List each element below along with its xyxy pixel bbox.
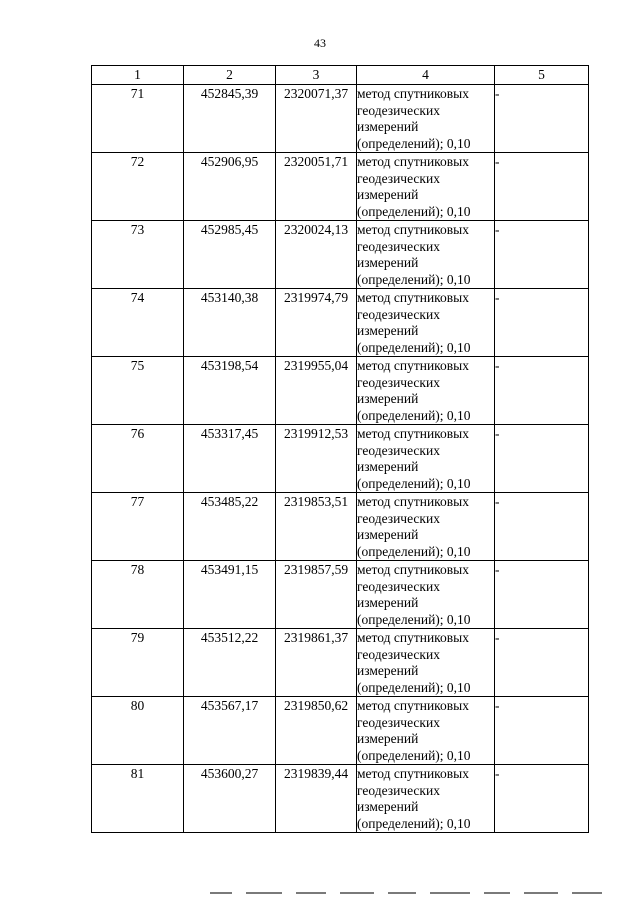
y-coordinate-cell: 2319974,79 — [276, 289, 357, 357]
column-header-3: 3 — [276, 66, 357, 85]
note-cell: - — [495, 357, 589, 425]
column-header-4: 4 — [357, 66, 495, 85]
note-cell: - — [495, 425, 589, 493]
table-row — [92, 765, 589, 833]
header-row — [92, 66, 589, 85]
x-coordinate-cell: 453491,15 — [184, 561, 276, 629]
note-cell: - — [495, 153, 589, 221]
point-number-cell: 75 — [92, 357, 184, 425]
note-cell: - — [495, 85, 589, 153]
y-coordinate-cell: 2320051,71 — [276, 153, 357, 221]
x-coordinate-cell: 452845,39 — [184, 85, 276, 153]
method-accuracy-cell: метод спутниковых геодезических измерений (определений); 0,10 — [357, 765, 495, 833]
point-number-cell: 76 — [92, 425, 184, 493]
y-coordinate-cell: 2319839,44 — [276, 765, 357, 833]
x-coordinate-cell: 452985,45 — [184, 221, 276, 289]
table-row — [92, 153, 589, 221]
note-cell: - — [495, 561, 589, 629]
table-row — [92, 493, 589, 561]
table-row — [92, 425, 589, 493]
table-row — [92, 289, 589, 357]
note-cell: - — [495, 493, 589, 561]
y-coordinate-cell: 2319861,37 — [276, 629, 357, 697]
table-row — [92, 221, 589, 289]
method-accuracy-cell: метод спутниковых геодезических измерений (определений); 0,10 — [357, 493, 495, 561]
point-number-cell: 80 — [92, 697, 184, 765]
page-number: 43 — [314, 36, 326, 50]
note-cell: - — [495, 697, 589, 765]
footer-scan-line — [210, 892, 630, 896]
table-row — [92, 561, 589, 629]
method-accuracy-cell: метод спутниковых геодезических измерений (определений); 0,10 — [357, 153, 495, 221]
x-coordinate-cell: 453485,22 — [184, 493, 276, 561]
table-row — [92, 629, 589, 697]
y-coordinate-cell: 2320024,13 — [276, 221, 357, 289]
point-number-cell: 81 — [92, 765, 184, 833]
point-number-cell: 72 — [92, 153, 184, 221]
table-row — [92, 357, 589, 425]
y-coordinate-cell: 2319912,53 — [276, 425, 357, 493]
note-cell: - — [495, 629, 589, 697]
method-accuracy-cell: метод спутниковых геодезических измерений (определений); 0,10 — [357, 561, 495, 629]
x-coordinate-cell: 453600,27 — [184, 765, 276, 833]
table-row — [92, 697, 589, 765]
point-number-cell: 77 — [92, 493, 184, 561]
method-accuracy-cell: метод спутниковых геодезических измерений (определений); 0,10 — [357, 629, 495, 697]
method-accuracy-cell: метод спутниковых геодезических измерений (определений); 0,10 — [357, 85, 495, 153]
method-accuracy-cell: метод спутниковых геодезических измерений (определений); 0,10 — [357, 289, 495, 357]
x-coordinate-cell: 453567,17 — [184, 697, 276, 765]
note-cell: - — [495, 765, 589, 833]
method-accuracy-cell: метод спутниковых геодезических измерений (определений); 0,10 — [357, 221, 495, 289]
coordinates-table — [91, 65, 589, 833]
method-accuracy-cell: метод спутниковых геодезических измерений (определений); 0,10 — [357, 425, 495, 493]
y-coordinate-cell: 2319857,59 — [276, 561, 357, 629]
x-coordinate-cell: 453512,22 — [184, 629, 276, 697]
table-row — [92, 85, 589, 153]
column-header-5: 5 — [495, 66, 589, 85]
x-coordinate-cell: 453317,45 — [184, 425, 276, 493]
column-header-2: 2 — [184, 66, 276, 85]
point-number-cell: 71 — [92, 85, 184, 153]
y-coordinate-cell: 2319853,51 — [276, 493, 357, 561]
method-accuracy-cell: метод спутниковых геодезических измерений (определений); 0,10 — [357, 357, 495, 425]
y-coordinate-cell: 2319850,62 — [276, 697, 357, 765]
point-number-cell: 73 — [92, 221, 184, 289]
x-coordinate-cell: 452906,95 — [184, 153, 276, 221]
note-cell: - — [495, 289, 589, 357]
table-header — [92, 66, 589, 85]
point-number-cell: 79 — [92, 629, 184, 697]
table-body — [92, 85, 589, 833]
point-number-cell: 78 — [92, 561, 184, 629]
note-cell: - — [495, 221, 589, 289]
x-coordinate-cell: 453140,38 — [184, 289, 276, 357]
y-coordinate-cell: 2320071,37 — [276, 85, 357, 153]
method-accuracy-cell: метод спутниковых геодезических измерений (определений); 0,10 — [357, 697, 495, 765]
y-coordinate-cell: 2319955,04 — [276, 357, 357, 425]
column-header-1: 1 — [92, 66, 184, 85]
point-number-cell: 74 — [92, 289, 184, 357]
x-coordinate-cell: 453198,54 — [184, 357, 276, 425]
